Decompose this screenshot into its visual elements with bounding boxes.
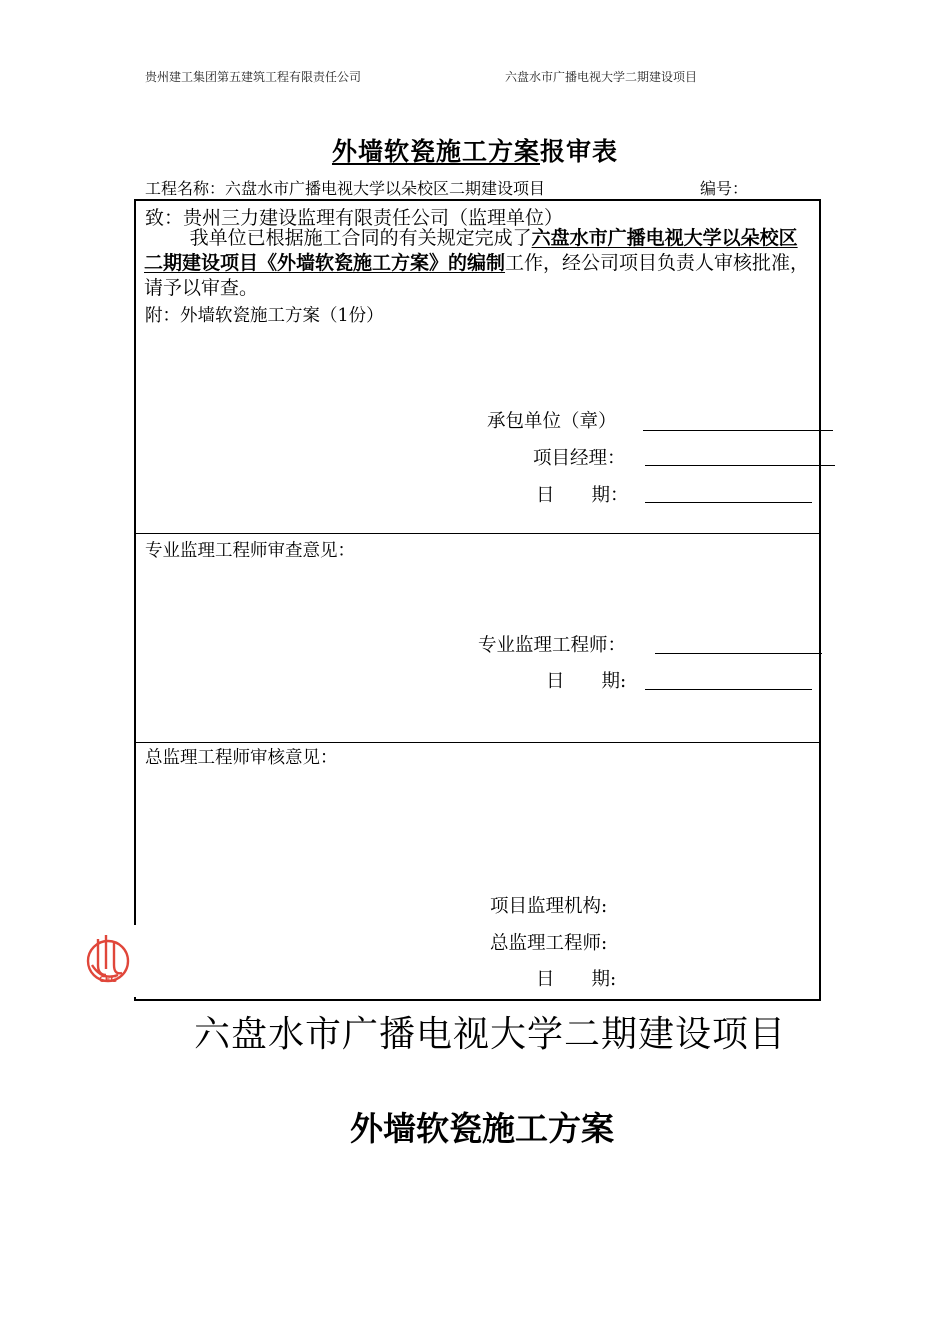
- specialist-engineer-label: 专业监理工程师：: [478, 635, 627, 656]
- submission-paragraph: [144, 226, 812, 301]
- specialist-engineer-underline: [655, 653, 822, 654]
- attachment-line: 附：外墙软瓷施工方案（1份）: [145, 306, 384, 326]
- header-company: 贵州建工集团第五建筑工程有限责任公司: [145, 70, 362, 84]
- specialist-date-label: 日 期:: [546, 671, 627, 692]
- addressee: 致：贵州三力建设监理有限责任公司（监理单位）: [145, 207, 564, 229]
- contractor-label: 承包单位（章）: [487, 411, 617, 432]
- date-underline: [645, 502, 812, 503]
- header-project: 六盘水市广播电视大学二期建设项目: [505, 70, 698, 84]
- para-prefix: 我单位已根据施工合同的有关规定完成了: [189, 227, 532, 249]
- number-label: 编号：: [700, 179, 749, 198]
- contractor-underline: [643, 430, 833, 431]
- project-name: 工程名称：六盘水市广播电视大学以朵校区二期建设项目: [145, 179, 546, 198]
- form-title-rest: 报审表: [540, 137, 619, 166]
- para-bold: 六盘水市广播电视大学以朵校区二期建设项目《外墙软瓷施工方案》的编制: [144, 227, 798, 274]
- manager-label: 项目经理：: [533, 448, 626, 469]
- date-label: 日 期：: [536, 485, 629, 506]
- section-divider: [134, 742, 819, 743]
- cover-project-title: 六盘水市广播电视大学二期建设项目: [193, 1014, 786, 1055]
- specialist-date-underline: [645, 689, 812, 690]
- chief-engineer-label: 总监理工程师:: [490, 933, 608, 954]
- para-suffix: 工作，经公司项目负责人审核批准，请予以审查。: [144, 252, 810, 299]
- ceg-logo-icon: [72, 925, 144, 991]
- cover-document-title: 外墙软瓷施工方案: [350, 1109, 614, 1148]
- chief-review-heading: 总监理工程师审核意见：: [145, 748, 338, 768]
- manager-underline: [645, 465, 835, 466]
- form-title-underlined: 外墙软瓷施工方案: [331, 137, 540, 166]
- form-title: [0, 132, 950, 168]
- agency-label: 项目监理机构:: [490, 896, 608, 917]
- specialist-review-heading: 专业监理工程师审查意见：: [145, 541, 355, 561]
- logo-text: CEG: [99, 975, 117, 984]
- section-divider: [134, 533, 819, 534]
- chief-date-label: 日 期:: [536, 969, 617, 990]
